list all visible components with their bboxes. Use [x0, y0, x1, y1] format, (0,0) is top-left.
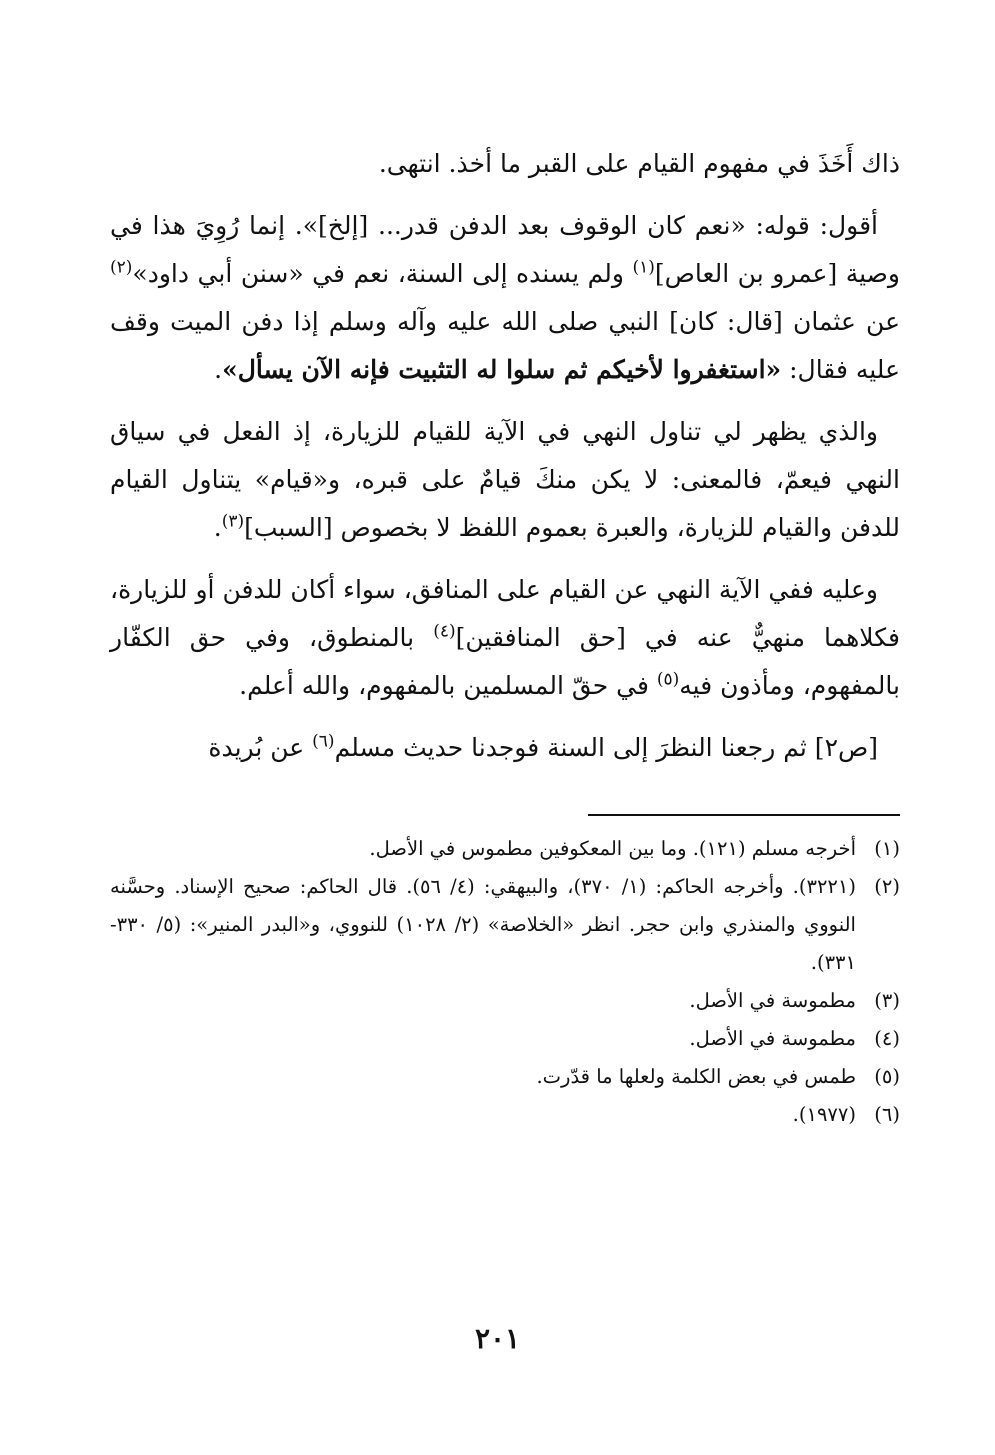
- footnote-number: (٢): [874, 875, 900, 898]
- footnote-text: (٣٢٢١). وأخرجه الحاكم: (١/ ٣٧٠)، والبيهقي: (٤/ ٥٦). قال الحاكم: صحيح الإسناد. وحسَّنه النووي والمنذري وابن حجر. انظر «الخلاصة» (٢/ ١٠٢٨) للنووي، و«البدر المنير»: (٥/ ٣٣٠- ٣٣١).: [110, 875, 856, 974]
- footnote-item: [110, 868, 900, 982]
- footnote-text: مطموسة في الأصل.: [689, 1027, 856, 1050]
- footnote-text: (١٩٧٧).: [792, 1103, 856, 1126]
- body-paragraph: [110, 566, 900, 710]
- footnote-reference: (٥): [656, 669, 680, 690]
- paragraph-text: عن عثمان [قال: كان] النبي صلى الله عليه وآله وسلم إذا دفن الميت وقف عليه فقال:: [110, 307, 900, 384]
- body-paragraph: [110, 408, 900, 552]
- paragraph-text: [ص٢] ثم رجعنا النظرَ إلى السنة فوجدنا حديث مسلم: [334, 733, 878, 762]
- paragraph-text: أقول: قوله: «نعم كان الوقوف بعد الدفن قدر... [إلخ]». إنما رُوِيَ هذا في وصية [عمرو بن العاص]: [110, 211, 900, 288]
- footnote-text: طمس في بعض الكلمة ولعلها ما قدّرت.: [536, 1065, 856, 1088]
- footnote-reference: (٦): [312, 731, 335, 752]
- paragraph-text: وعليه ففي الآية النهي عن القيام على المنافق، سواء أكان للدفن أو للزيارة، فكلاهما منهيٌّ عنه في [حق المنافقين]: [110, 575, 900, 652]
- footnote-text: أخرجه مسلم (١٢١). وما بين المعكوفين مطموس في الأصل.: [369, 837, 856, 860]
- paragraph-text: .: [214, 355, 223, 384]
- footnote-number: (٥): [874, 1065, 900, 1088]
- body-paragraph: [110, 140, 900, 188]
- page-number: ٢٠١: [474, 1322, 521, 1355]
- footnote-reference: (٣): [221, 511, 245, 532]
- body-paragraph: [110, 202, 900, 394]
- paragraph-text: عن بُريدة: [208, 733, 313, 762]
- paragraph-text: بالمنطوق، وفي حق الكفّار بالمفهوم، ومأذون فيه: [110, 623, 900, 700]
- footnote-number: (٣): [874, 989, 900, 1012]
- footnote-number: (٦): [874, 1103, 900, 1126]
- paragraph-text: .: [213, 513, 222, 542]
- paragraph-text: في حقّ المسلمين بالمفهوم، والله أعلم.: [239, 671, 657, 700]
- footnote-item: [110, 1096, 900, 1134]
- paragraph-text: والذي يظهر لي تناول النهي في الآية للقيام للزيارة، إذ الفعل في سياق النهي فيعمّ، فالمعنى: لا يكن منكَ قيامٌ على قبره، و«قيام» يتناول القيام للدفن والقيام للزيارة، والعبرة بعموم اللفظ لا بخصوص [السبب]: [110, 417, 900, 542]
- footnote-item: [110, 1020, 900, 1058]
- main-text: [110, 140, 900, 772]
- footnotes-list: [110, 830, 900, 1134]
- footnote-number: (١): [874, 837, 900, 860]
- paragraph-text: ذاك أَخَذَ في مفهوم القيام على القبر ما أخذ. انتهى.: [378, 149, 900, 178]
- footnote-separator: [588, 814, 900, 816]
- footnote-text: مطموسة في الأصل.: [689, 989, 856, 1012]
- footnote-number: (٤): [874, 1027, 900, 1050]
- footnote-reference: (٤): [433, 621, 456, 642]
- footnote-reference: (١): [632, 257, 655, 278]
- footnote-item: [110, 1058, 900, 1096]
- hadith-quote: «استغفروا لأخيكم ثم سلوا له التثبيت فإنه الآن يسأل»: [222, 355, 782, 384]
- footnote-item: [110, 830, 900, 868]
- footnote-reference: (٢): [110, 257, 133, 278]
- paragraph-text: ولم يسنده إلى السنة، نعم في «سنن أبي داود»: [132, 259, 633, 288]
- body-paragraph: [110, 724, 900, 772]
- page-body: [110, 140, 900, 1134]
- footnote-item: [110, 982, 900, 1020]
